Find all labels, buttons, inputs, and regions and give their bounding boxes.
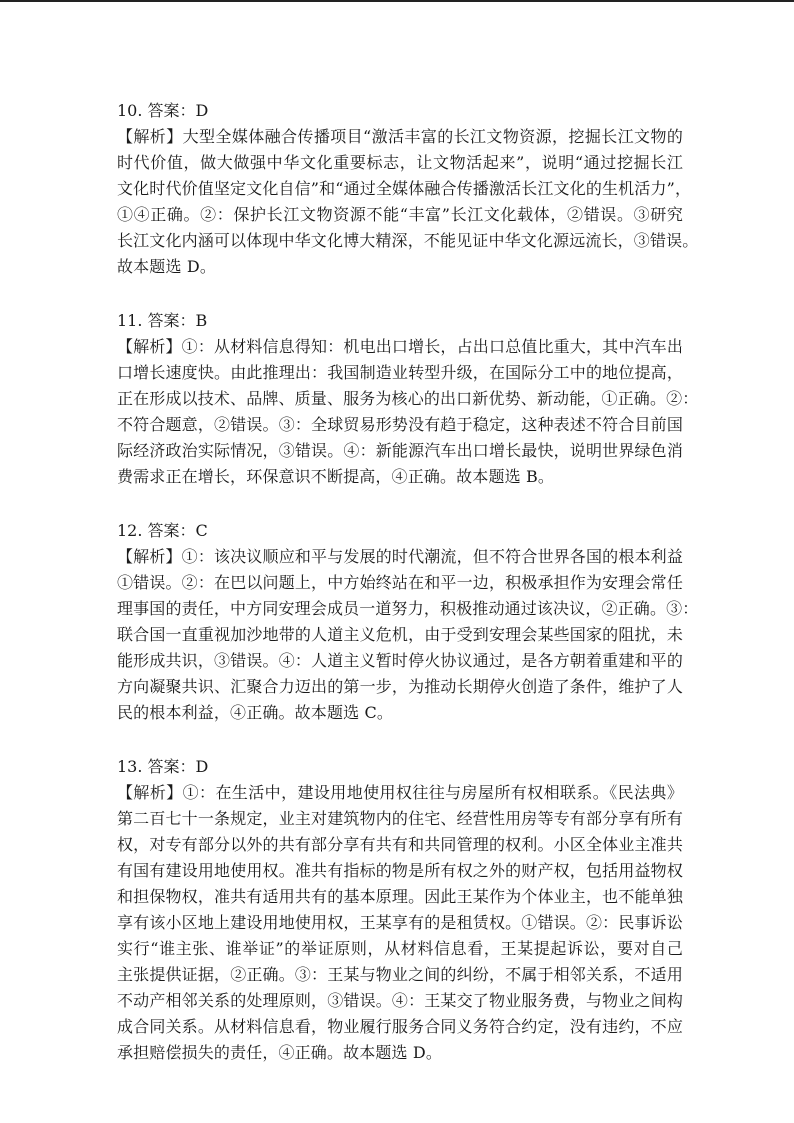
explanation-line: 主张提供证据，②正确。③：王某与物业之间的纠纷，不属于相邻关系，不适用 <box>117 965 683 984</box>
explanation-line: 实行“谁主张、谁举证”的举证原则，从材料信息看，王某提起诉讼，要对自己 <box>117 939 683 958</box>
explanation-line: 长江文化内涵可以体现中华文化博大精深，不能见证中华文化源远流长，③错误。 <box>117 231 699 250</box>
explanation-line: 第二百七十一条规定，业主对建筑物内的住宅、经营性用房等专有部分享有所有 <box>117 809 683 828</box>
explanation-line: 能形成共识，③错误。④：人道主义暂时停火协议通过，是各方朝着重建和平的 <box>117 651 683 670</box>
explanation-line: 际经济政治实际情况，③错误。④：新能源汽车出口增长最快，说明世界绿色消 <box>117 441 683 460</box>
answer-heading: 11. 答案：B <box>117 311 208 330</box>
explanation-line: ①④正确。②：保护长江文物资源不能“丰富”长江文化载体，②错误。③研究 <box>117 205 683 224</box>
explanation-line: 权，对专有部分以外的共有部分享有共有和共同管理的权利。小区全体业主准共 <box>117 835 683 854</box>
explanation-line: 口增长速度快。由此推理出：我国制造业转型升级，在国际分工中的地位提高， <box>117 363 683 382</box>
explanation-line: 方向凝聚共识、汇聚合力迈出的第一步，为推动长期停火创造了条件，维护了人 <box>117 677 683 696</box>
answer-block-12 <box>117 518 699 726</box>
explanation-line: 时代价值，做大做强中华文化重要标志，让文物活起来”，说明“通过挖掘长江 <box>117 153 683 172</box>
explanation-line: 【解析】①：在生活中，建设用地使用权往往与房屋所有权相联系。《民法典》 <box>117 783 683 802</box>
explanation-line: 故本题选 D。 <box>117 257 216 276</box>
explanation-line: 【解析】大型全媒体融合传播项目“激活丰富的长江文物资源，挖掘长江文物的 <box>117 127 683 146</box>
explanation-line: 【解析】①：从材料信息得知：机电出口增长，占出口总值比重大，其中汽车出 <box>117 337 683 356</box>
answer-document <box>117 98 699 1066</box>
explanation-line: 联合国一直重视加沙地带的人道主义危机，由于受到安理会某些国家的阻扰，未 <box>117 625 683 644</box>
explanation-line: 成合同关系。从材料信息看，物业履行服务合同义务符合约定，没有违约，不应 <box>117 1017 683 1036</box>
explanation-line: 不符合题意，②错误。③：全球贸易形势没有趋于稳定，这种表述不符合目前国 <box>117 415 683 434</box>
explanation-line: 费需求正在增长，环保意识不断提高，④正确。故本题选 B。 <box>117 467 555 486</box>
explanation-line: 享有该小区地上建设用地使用权，王某享有的是租赁权。①错误。②：民事诉讼 <box>117 913 683 932</box>
explanation-line: 民的根本利益，④正确。故本题选 C。 <box>117 703 394 722</box>
explanation-line: 承担赔偿损失的责任，④正确。故本题选 D。 <box>117 1043 443 1062</box>
explanation-line: 【解析】①：该决议顺应和平与发展的时代潮流，但不符合世界各国的根本利益 <box>117 547 683 566</box>
explanation-line: 正在形成以技术、品牌、质量、服务为核心的出口新优势、新动能，①正确。②： <box>117 389 699 408</box>
answer-heading: 12. 答案：C <box>117 521 208 540</box>
explanation-line: 和担保物权，准共有适用共有的基本原理。因此王某作为个体业主，也不能单独 <box>117 887 683 906</box>
answer-block-10 <box>117 98 699 280</box>
explanation-line: 理事国的责任，中方同安理会成员一道努力，积极推动通过该决议，②正确。③： <box>117 599 699 618</box>
answer-heading: 10. 答案：D <box>117 101 209 120</box>
answer-block-13 <box>117 754 683 1066</box>
explanation-line: ①错误。②：在巴以问题上，中方始终站在和平一边，积极承担作为安理会常任 <box>117 573 683 592</box>
top-rule <box>0 0 794 2</box>
explanation-line: 文化时代价值坚定文化自信”和“通过全媒体融合传播激活长江文化的生机活力”， <box>117 179 692 198</box>
explanation-line: 不动产相邻关系的处理原则，③错误。④：王某交了物业服务费，与物业之间构 <box>117 991 683 1010</box>
answer-block-11 <box>117 308 699 490</box>
explanation-line: 有国有建设用地使用权。准共有指标的物是所有权之外的财产权，包括用益物权 <box>117 861 683 880</box>
answer-heading: 13. 答案：D <box>117 757 209 776</box>
